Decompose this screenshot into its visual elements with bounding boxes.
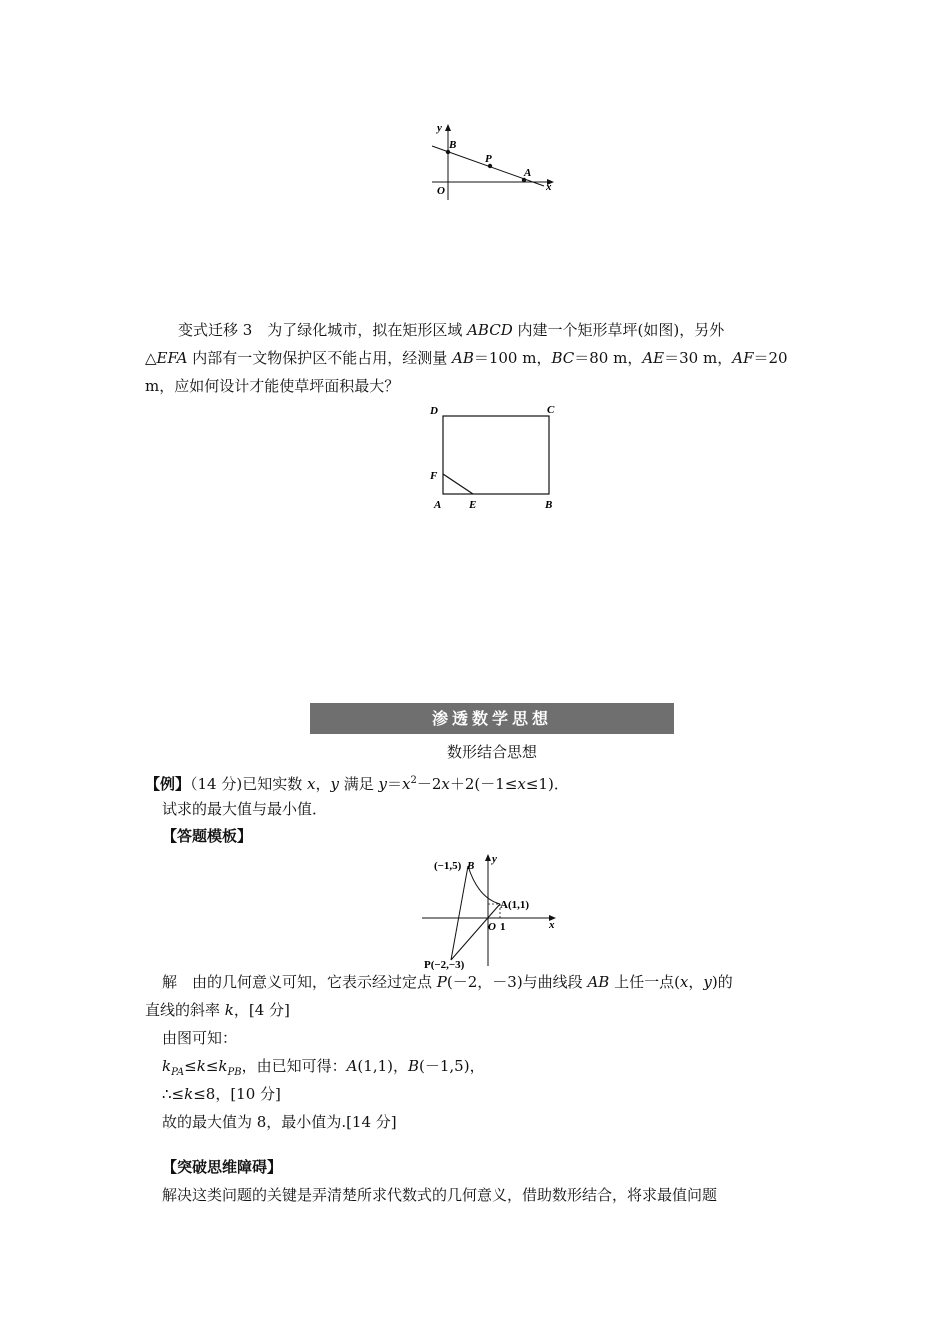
label-y: y [437,122,442,134]
label-b: B [545,499,553,511]
figure-slope-diagram [418,848,568,970]
solution-line4: $k_{PA}\le k\le k_{PB}$，由已知可得：A(1,1)，B(－1,5)， [162,1057,485,1078]
label-f: F [430,470,438,482]
problem3-line2: △EFA 内部有一文物保护区不能占用，经测量 AB＝100 m，BC＝80 m，AE＝30 m，AF＝20 [145,349,788,367]
label-o: O [437,185,445,197]
section-subtitle: 数形结合思想 [446,743,537,761]
rectangle [443,416,549,494]
label-x: x [549,919,555,931]
solution-line5: ∴≤k≤8，[10 分] [162,1085,281,1103]
solution-line6: 故的最大值为 8，最小值为.[14 分] [162,1113,397,1131]
label-a: A [434,499,442,511]
example-line1: 【例】（14 分)已知实数 x，y 满足 $y=x^2-2x+2(-1\le x\le 1)$． [145,775,569,793]
label-b-point: (−1,5) [434,860,462,872]
label-x: x [546,181,552,193]
breakthrough-text: 解决这类问题的关键是弄清楚所求代数式的几何意义，借助数形结合，将求最值问题 [162,1186,718,1204]
segment-fe [443,474,473,494]
problem3-line1: 变式迁移 3 为了绿化城市，拟在矩形区域 ABCD 内建一个矩形草坪(如图)，另外 [178,321,725,339]
breakthrough-title: 【突破思维障碍】 [162,1158,283,1176]
label-o: O [488,921,496,933]
label-e: E [469,499,477,511]
answer-template-title: 【答题模板】 [162,827,253,845]
label-p: P(−2,−3) [424,959,465,970]
solution-line3: 由图可知： [162,1029,238,1047]
example-line2: 试求的最大值与最小值． [162,800,328,818]
label-a: A(1,1) [500,899,530,911]
solution-line1: 解 由的几何意义可知，它表示经过定点 P(－2，－3)与曲线段 AB 上任一点(x，y)的 [162,973,733,991]
label-b: B [449,139,457,151]
label-c: C [547,404,555,416]
label-y: y [492,853,497,865]
y-axis-arrow [445,124,451,131]
solution-line2: 直线的斜率 k，[4 分] [145,1001,290,1019]
section-banner: 渗透数学思想 [310,703,674,734]
segment-pb [451,866,468,960]
figure-rectangle-abcd [425,400,565,515]
problem3-line3: m，应如何设计才能使草坪面积最大？ [145,377,400,395]
y-axis-arrow [485,854,491,861]
label-one: 1 [500,921,506,933]
figure-line-bpa [420,118,560,204]
label-d: D [430,405,438,417]
label-a: A [524,167,532,179]
label-b: B [467,860,475,872]
label-p: P [485,153,492,165]
